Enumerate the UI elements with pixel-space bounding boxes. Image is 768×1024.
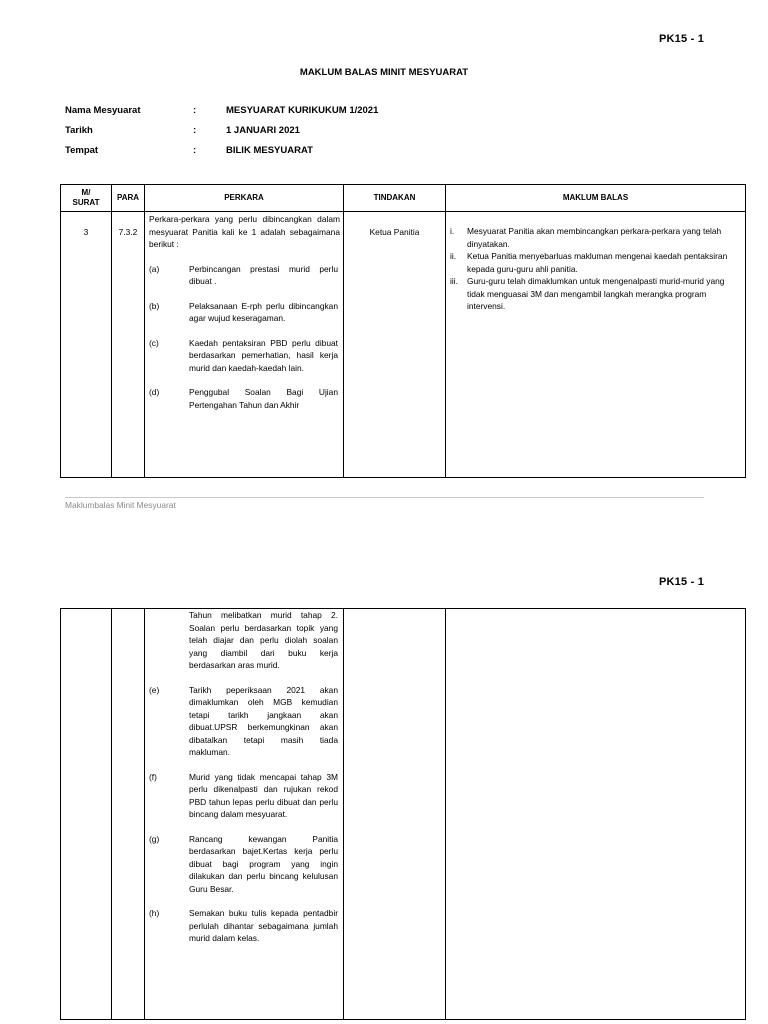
header-tindakan: TINDAKAN [344, 185, 446, 212]
perkara-item [149, 337, 340, 375]
header-para: PARA [112, 185, 145, 212]
perkara-item [149, 833, 340, 896]
item-label: (g) [149, 833, 160, 844]
meta-value-tarikh: 1 JANUARI 2021 [226, 125, 300, 136]
item-text: Kaedah pentaksiran PBD perlu dibuat berdasarkan pemerhatian, hasil kerja murid dan kaedah-kaedah lain. [189, 337, 338, 373]
perkara-item [149, 771, 340, 821]
continuation-text: Tahun melibatkan murid tahap 2. Soalan perlu berdasarkan topik yang telah diajar dan perlu diolah soalan yang diambil dari buku kerja berdasarkan aras murid. [189, 610, 338, 670]
meta-label-nama: Nama Mesyuarat [65, 105, 141, 116]
cell-surat [61, 609, 111, 1019]
item-label: (h) [149, 908, 160, 918]
item-number: i. [450, 226, 455, 236]
cell-para: 7.3.2 [118, 227, 138, 237]
item-text: Perbincangan prestasi murid perlu dibuat . [189, 263, 338, 286]
footer-divider [65, 497, 704, 498]
table-row [61, 609, 746, 1020]
perkara-item [149, 263, 340, 288]
item-text: Tarikh peperiksaan 2021 akan dimaklumkan oleh MGB kemudian tetapi tarikh jangkaan akan dibuat.UPSR berkemungkinan akan dibatalkan tetapi masih tiada makluman. [189, 684, 338, 757]
perkara-item [149, 386, 340, 411]
cell-maklum-balas [446, 609, 745, 1019]
item-text: Pelaksanaan E-rph perlu dibincangkan agar wujud keseragaman. [189, 300, 338, 323]
minutes-table-page1 [60, 184, 746, 478]
meta-sep-nama: : [193, 105, 197, 116]
item-label: (d) [149, 387, 160, 397]
meta-label-tarikh: Tarikh [65, 125, 93, 136]
item-label: (c) [149, 337, 159, 348]
cell-maklum-balas [446, 212, 745, 463]
cell-surat: 3 [83, 227, 89, 237]
item-label: (a) [149, 263, 160, 274]
header-surat-line1: M/ [81, 188, 91, 197]
header-perkara: PERKARA [145, 185, 344, 212]
maklum-balas-item [450, 275, 739, 313]
table-row [61, 212, 746, 478]
meta-label-tempat: Tempat [65, 145, 99, 156]
table-header-row [61, 185, 746, 212]
meta-sep-tempat: : [193, 145, 197, 156]
perkara-intro: Perkara-perkara yang perlu dibincangkan dalam mesyuarat Panitia kali ke 1 adalah sebagaimana berikut : [149, 214, 340, 249]
perkara-item [149, 907, 340, 945]
maklum-balas-item [450, 250, 739, 275]
page-footer: Maklumbalas Minit Mesyuarat [65, 500, 176, 510]
maklum-balas-item [450, 225, 739, 250]
item-text: Penggubal Soalan Bagi Ujian Pertengahan Tahun dan Akhir [189, 387, 338, 410]
header-surat-line2: SURAT [72, 198, 100, 207]
item-text: Semakan buku tulis kepada pentadbir perlulah dihantar sebagaimana jumlah murid dalam kelas. [189, 908, 338, 943]
cell-para [112, 609, 144, 1019]
header-maklum-balas: MAKLUM BALAS [446, 185, 746, 212]
perkara-item [149, 684, 340, 759]
minutes-table-page2 [60, 608, 746, 1020]
item-text: Murid yang tidak mencapai tahap 3M perlu dikenalpasti dan rujukan rekod PBD tahun lepas perlu dibuat dan perlu bincang dalam mesyuarat. [189, 771, 338, 819]
header-surat [61, 185, 112, 212]
document-code: PK15 - 1 [659, 576, 705, 588]
item-label: (b) [149, 300, 160, 311]
cell-perkara [145, 212, 343, 463]
document-title: MAKLUM BALAS MINIT MESYUARAT [299, 67, 469, 78]
item-text: Mesyuarat Panitia akan membincangkan perkara-perkara yang telah dinyatakan. [467, 226, 722, 249]
item-text: Rancang kewangan Panitia berdasarkan bajet.Kertas kerja perlu dibuat bagi program yang ingin dilakukan dan perlu bincang kelulusan Guru Besar. [189, 833, 338, 894]
meta-value-nama: MESYUARAT KURIKUKUM 1/2021 [226, 105, 379, 116]
cell-perkara [145, 609, 343, 1019]
meta-sep-tarikh: : [193, 125, 197, 136]
perkara-item [149, 300, 340, 325]
meta-value-tempat: BILIK MESYUARAT [226, 145, 313, 156]
item-number: iii. [450, 276, 458, 286]
item-number: ii. [450, 251, 457, 261]
cell-tindakan: Ketua Panitia [369, 227, 420, 237]
item-label: (f) [149, 771, 157, 782]
item-text: Ketua Panitia menyebarluas makluman mengenai kaedah pentaksiran kepada guru-guru ahli panitia. [467, 251, 728, 274]
item-text: Guru-guru telah dimaklumkan untuk mengenalpasti murid-murid yang tidak menguasai 3M dan mengambil langkah merangka program intervensi. [467, 276, 725, 311]
cell-tindakan [344, 609, 445, 1019]
document-code: PK15 - 1 [659, 33, 705, 45]
item-label: (e) [149, 684, 160, 695]
